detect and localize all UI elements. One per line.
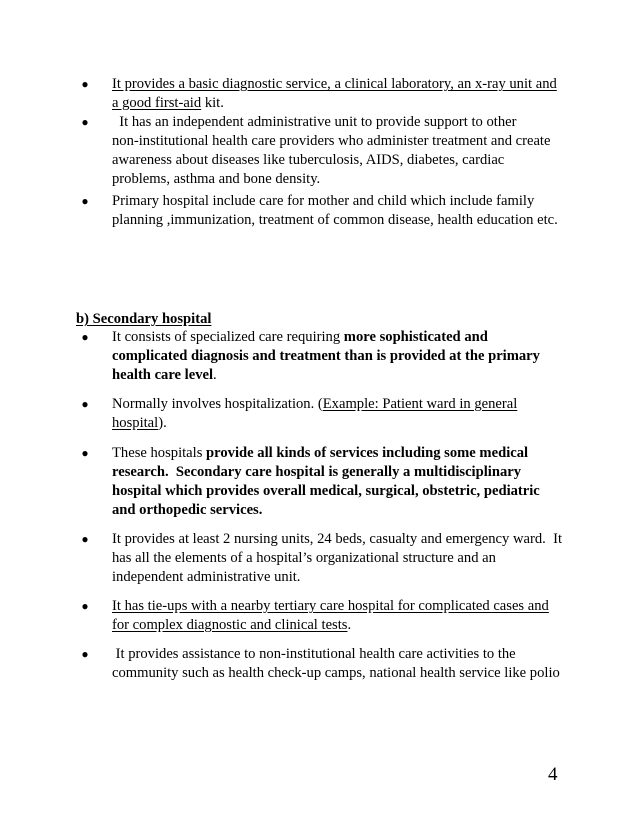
list-item-line bbox=[112, 211, 558, 230]
text-run: Primary hospital include care for mother and child which include family bbox=[112, 193, 535, 209]
list-item-line bbox=[112, 75, 557, 94]
list-item-line bbox=[112, 170, 550, 189]
list-item-line bbox=[112, 328, 540, 347]
list-item bbox=[112, 192, 558, 230]
list-item-line bbox=[112, 444, 540, 463]
bold-text: complicated diagnosis and treatment than is provided at the primary bbox=[112, 348, 540, 364]
text-run: kit. bbox=[201, 95, 224, 111]
bullet-icon: ● bbox=[81, 647, 89, 661]
list-item-line bbox=[112, 366, 540, 385]
underlined-text: It provides a basic diagnostic service, a clinical laboratory, an x-ray unit and bbox=[112, 76, 557, 92]
list-item bbox=[112, 444, 540, 520]
section-heading: b) Secondary hospital bbox=[76, 311, 212, 327]
list-item-line bbox=[112, 616, 549, 635]
list-item-line bbox=[112, 192, 558, 211]
list-item-line bbox=[112, 482, 540, 501]
list-item bbox=[112, 75, 557, 113]
text-run: . bbox=[347, 617, 352, 633]
text-run: . bbox=[213, 367, 217, 383]
list-item-line bbox=[112, 347, 540, 366]
bold-text: hospital which provides overall medical, surgical, obstetric, pediatric bbox=[112, 483, 540, 499]
bullet-icon: ● bbox=[81, 599, 89, 613]
bold-text: health care level bbox=[112, 367, 214, 383]
list-item bbox=[112, 530, 562, 587]
list-item bbox=[112, 645, 560, 683]
text-run: non-institutional health care providers who administer treatment and create bbox=[112, 133, 551, 149]
bold-text: and orthopedic services. bbox=[112, 502, 263, 518]
text-run: has all the elements of a hospital’s organizational structure and an bbox=[112, 550, 496, 566]
list-item bbox=[112, 328, 540, 385]
bullet-icon: ● bbox=[81, 397, 89, 411]
bold-text: research. Secondary care hospital is generally a multidisciplinary bbox=[112, 464, 522, 480]
text-run: It provides at least 2 nursing units, 24 beds, casualty and emergency ward. It bbox=[112, 531, 562, 547]
text-run: planning ,immunization, treatment of common disease, health education etc. bbox=[112, 212, 558, 228]
list-item-line bbox=[112, 664, 560, 683]
text-run: independent administrative unit. bbox=[112, 569, 301, 585]
bold-text: provide all kinds of services including some medical bbox=[206, 445, 529, 461]
list-item-line bbox=[112, 501, 540, 520]
bullet-icon: ● bbox=[81, 194, 89, 208]
list-item-line bbox=[112, 645, 560, 664]
list-item-line bbox=[112, 463, 540, 482]
bold-text: more sophisticated and bbox=[343, 329, 488, 345]
underlined-text: Example: Patient ward in general bbox=[322, 396, 518, 412]
list-item-line bbox=[112, 151, 550, 170]
text-run: It has an independent administrative unit to provide support to other bbox=[112, 114, 517, 130]
list-item-line bbox=[112, 530, 562, 549]
page-number: 4 bbox=[548, 764, 558, 785]
list-item-line bbox=[112, 94, 557, 113]
text-run: It provides assistance to non-institutional health care activities to the bbox=[112, 646, 516, 662]
underlined-text: for complex diagnostic and clinical tests bbox=[112, 617, 348, 633]
list-item bbox=[112, 597, 549, 635]
list-item-line bbox=[112, 568, 562, 587]
text-run: problems, asthma and bone density. bbox=[112, 171, 321, 187]
underlined-text: hospital bbox=[112, 415, 159, 431]
list-item-line bbox=[112, 549, 562, 568]
list-item-line bbox=[112, 113, 550, 132]
bullet-icon: ● bbox=[81, 532, 89, 546]
list-item bbox=[112, 113, 550, 189]
list-item-line bbox=[112, 414, 517, 433]
text-run: Normally involves hospitalization. ( bbox=[112, 396, 323, 412]
underlined-text: a good first-aid bbox=[112, 95, 202, 111]
bullet-icon: ● bbox=[81, 77, 89, 91]
text-run: awareness about diseases like tuberculosis, AIDS, diabetes, cardiac bbox=[112, 152, 505, 168]
bullet-icon: ● bbox=[81, 115, 89, 129]
bullet-icon: ● bbox=[81, 446, 89, 460]
bullet-icon: ● bbox=[81, 330, 89, 344]
text-run: ). bbox=[158, 415, 167, 431]
list-item-line bbox=[112, 132, 550, 151]
text-run: These hospitals bbox=[112, 445, 207, 461]
text-run: community such as health check-up camps, national health service like polio bbox=[112, 665, 560, 681]
text-run: It consists of specialized care requiring bbox=[112, 329, 344, 345]
underlined-text: It has tie-ups with a nearby tertiary care hospital for complicated cases and bbox=[112, 598, 549, 614]
list-item bbox=[112, 395, 517, 433]
list-item-line bbox=[112, 597, 549, 616]
list-item-line bbox=[112, 395, 517, 414]
